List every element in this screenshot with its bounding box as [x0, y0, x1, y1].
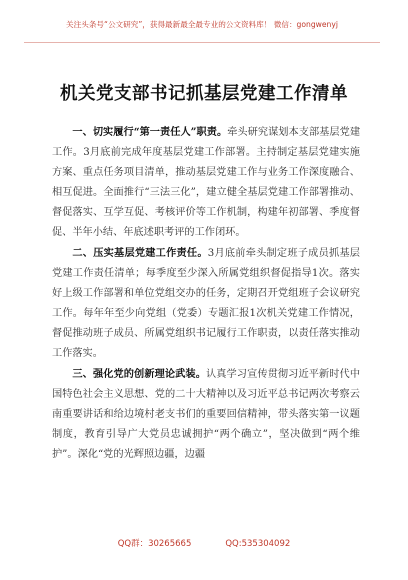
section-3-text: 认真学习宣传贯彻习近平新时代中国特色社会主义思想、党的二十大精神以及习近平总书记两次考察云南重要讲话和给边境村老支书们的重要回信精神，带头落实第一议题制度，教育引导广大党员忠诚拥护“两个确立”，坚决做到“两个维护”。深化“党的光辉照边疆，边疆 — [52, 369, 361, 460]
document-body — [52, 122, 360, 465]
document-title: 机关党支部书记抓基层党建工作清单 — [60, 84, 348, 104]
section-1 — [52, 122, 360, 243]
section-2 — [52, 243, 360, 364]
section-1-text: 牵头研究谋划本支部基层党建工作。3月底前完成年度基层党建工作部署。主持制定基层党建实施方案、重点任务项目清单，推动基层党建工作与业务工作深度融合、相互促进。全面推行“三法三化”，建立健全基层党建工作部署推动、督促落实、互学互促、考核评价等工作机制，构建年初部署、季度督促、半年小结、年底述职考评的工作闭环。 — [52, 127, 361, 238]
section-1-heading: 一、切实履行“第一责任人”职责。 — [72, 126, 228, 138]
footer-qq-contact: QQ:535304092 — [225, 539, 291, 549]
footer — [0, 537, 408, 549]
banner-text: 关注头条号“公文研究”，获得最新最全最专业的公文资料库！ 微信：gongwenyj — [66, 20, 338, 29]
section-2-text: 3月底前牵头制定班子成员抓基层党建工作责任清单；每季度至少深入所属党组织督促指导1次。落实好上级工作部署和单位党组交办的任务，定期召开党组班子会议研究工作。每年年至少向党组（党委）专题汇报1次机关党建工作情况，督促推动班子成员、所属党组织书记履行工作职责，以责任落实推动工作落实。 — [52, 248, 360, 359]
section-3 — [52, 364, 360, 465]
footer-qq-group: QQ群：30265665 — [117, 539, 192, 549]
top-banner — [24, 8, 380, 43]
section-2-heading: 二、压实基层党建工作责任。 — [72, 247, 208, 259]
section-3-heading: 三、强化党的创新理论武装。 — [72, 368, 206, 380]
